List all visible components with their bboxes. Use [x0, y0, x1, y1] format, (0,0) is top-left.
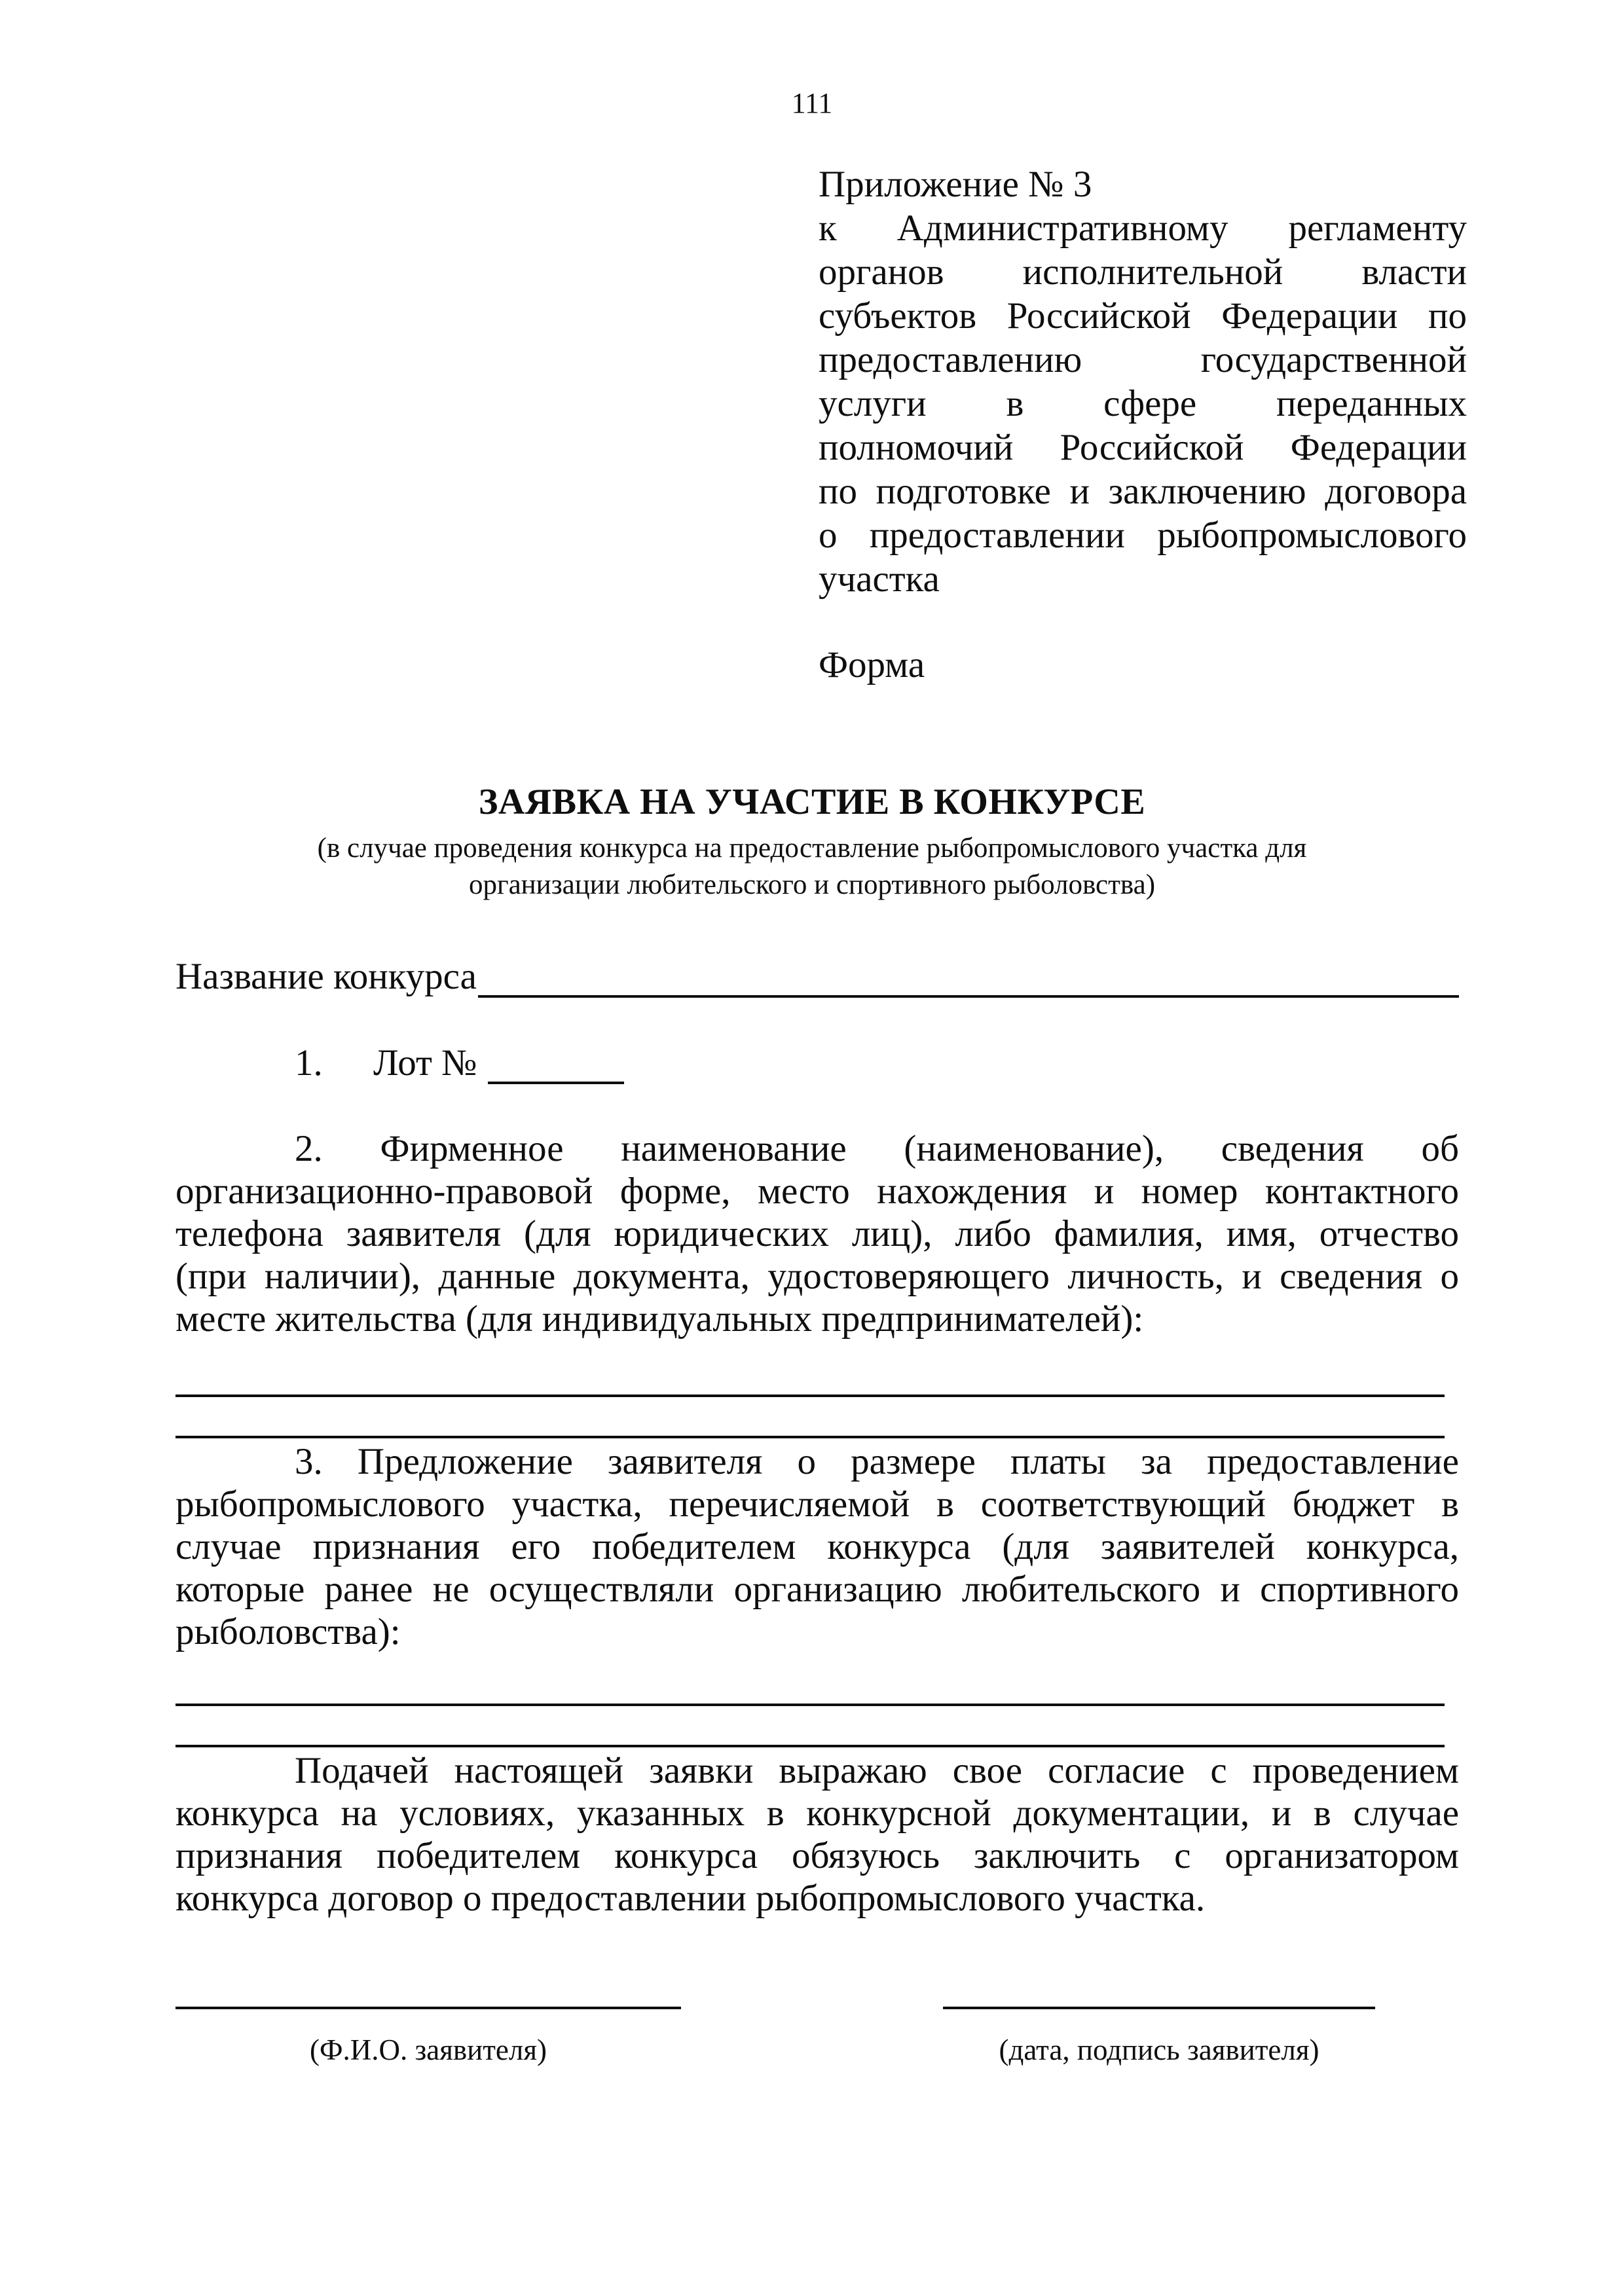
paragraph-line: 3. Предложение заявителя о размере платы за предоставление	[295, 1441, 1459, 1482]
paragraph-line: Подачей настоящей заявки выражаю свое согласие с проведением	[295, 1750, 1459, 1791]
appendix-header	[819, 162, 1467, 687]
contest-name-field[interactable]	[478, 958, 1459, 998]
subtitle-line: организации любительского и спортивного рыболовства)	[468, 869, 1156, 900]
subtitle-line: (в случае проведения конкурса на предоставление рыбопромыслового участка для	[317, 833, 1307, 864]
paragraph-line: конкурса на условиях, указанных в конкурсной документации, и в случае	[175, 1793, 1459, 1834]
paragraph-line: признания победителем конкурса обязуюсь заключить с организатором	[175, 1835, 1459, 1876]
contest-name-label: Название конкурса	[175, 956, 477, 997]
item-3-answer-line[interactable]	[175, 1704, 1445, 1706]
paragraph-line: организационно-правовой форме, место нахождения и номер контактного	[175, 1171, 1459, 1212]
appendix-line: органов исполнительной власти	[819, 251, 1467, 293]
applicant-name-caption: (Ф.И.О. заявителя)	[309, 2033, 547, 2066]
appendix-line: участка	[819, 558, 940, 600]
lot-item-number: 1.	[295, 1042, 323, 1084]
contest-name-row	[175, 952, 1459, 998]
consent-paragraph	[175, 1749, 1459, 1920]
applicant-name-signature-line[interactable]	[175, 2007, 681, 2009]
appendix-line: по подготовке и заключению договора	[819, 471, 1467, 512]
date-signature-line[interactable]	[943, 2007, 1375, 2009]
paragraph-line: рыбопромыслового участка, перечисляемой в соответствующий бюджет в	[175, 1484, 1459, 1525]
paragraph-line: (при наличии), данные документа, удостоверяющего личность, и сведения о	[175, 1256, 1459, 1297]
paragraph-line: случае признания его победителем конкурса (для заявителей конкурса,	[175, 1526, 1459, 1567]
page-number: 111	[791, 87, 833, 119]
paragraph-line: 2. Фирменное наименование (наименование), сведения об	[295, 1128, 1459, 1169]
lot-label: Лот №	[373, 1042, 477, 1084]
date-signature-caption: (дата, подпись заявителя)	[999, 2033, 1320, 2066]
lot-row	[295, 1038, 635, 1084]
appendix-line: о предоставлении рыбопромыслового	[819, 515, 1467, 556]
appendix-title: Приложение № 3	[819, 164, 1092, 205]
document-title: ЗАЯВКА НА УЧАСТИЕ В КОНКУРСЕ	[478, 782, 1146, 822]
appendix-line: услуги в сфере переданных	[819, 383, 1467, 424]
appendix-line: к Административному регламенту	[819, 208, 1467, 249]
appendix-line: субъектов Российской Федерации по	[819, 295, 1467, 337]
paragraph-line: конкурса договор о предоставлении рыбопромыслового участка.	[175, 1878, 1206, 1919]
item-2-answer-line[interactable]	[175, 1436, 1445, 1438]
item-3-paragraph	[175, 1440, 1459, 1653]
document-subtitle	[0, 830, 1624, 903]
form-label: Форма	[819, 644, 925, 685]
paragraph-line: месте жительства (для индивидуальных предпринимателей):	[175, 1298, 1144, 1339]
item-2-answer-line[interactable]	[175, 1394, 1445, 1397]
appendix-line: полномочий Российской Федерации	[819, 427, 1467, 468]
paragraph-line: телефона заявителя (для юридических лиц), либо фамилия, имя, отчество	[175, 1213, 1459, 1254]
appendix-line: предоставлению государственной	[819, 339, 1467, 380]
paragraph-line: которые ранее не осуществляли организацию любительского и спортивного	[175, 1569, 1459, 1610]
item-3-answer-line[interactable]	[175, 1745, 1445, 1747]
item-2-paragraph	[175, 1127, 1459, 1340]
paragraph-line: рыболовства):	[175, 1611, 401, 1652]
lot-number-field[interactable]	[488, 1045, 624, 1084]
